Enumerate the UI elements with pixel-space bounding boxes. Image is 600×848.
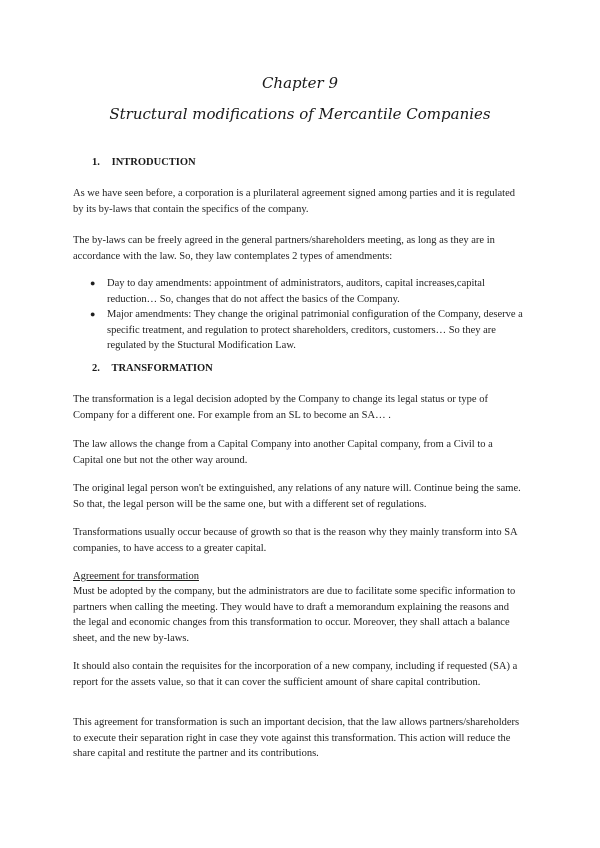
chapter-number: Chapter 9 (261, 74, 339, 92)
intro-paragraph-2: The by-laws can be freely agreed in the general partners/shareholders meeting, as long as they are in accordance with the law. So, they law contemplates 2 types of amendments: (73, 235, 495, 262)
intro-paragraph-1: As we have seen before, a corporation is a plurilateral agreement signed among parties and it is regulated by its by-laws that contain the specifics of the company. (73, 188, 515, 215)
section-number: 1. (92, 157, 100, 168)
bullet-icon: ● (90, 278, 96, 288)
transformation-paragraph-5: Must be adopted by the company, but the administrators are due to facilitate some specific information to partners when calling the meeting. They would have to draft a memorandum explaining the reasons and the legal and economic changes from this transformation to occur. Moreover, they shall attach a balance sheet, and the new by-laws. (73, 586, 516, 644)
transformation-paragraph-6: It should also contain the requisites for the incorporation of a new company, including if requested (SA) a report for the assets value, so that it can cover the sufficient amount of share capital contribution. (73, 661, 518, 688)
list-item (90, 307, 527, 354)
section-heading-transformation (92, 363, 213, 374)
transformation-paragraph-2: The law allows the change from a Capital Company into another Capital company, from a Civil to a Capital one but not the other way around. (73, 439, 493, 466)
transformation-paragraph-3: The original legal person won't be extinguished, any relations of any nature will. Continue being the same. So that, the legal person will be the same one, but with a different set of regulations. (73, 483, 521, 510)
section-title: TRANSFORMATION (111, 363, 213, 374)
subheading-agreement: Agreement for transformation (73, 571, 199, 582)
transformation-paragraph-4: Transformations usually occur because of growth so that is the reason why they mainly transform into SA companies, to have access to a greater capital. (73, 527, 518, 554)
list-item-text: Major amendments: They change the original patrimonial configuration of the Company, deserve a specific treatment, and regulation to protect shareholders, creditors, customers… So they are regulated by the Stuctural Modification Law. (107, 309, 523, 351)
chapter-title: Structural modifications of Mercantile Companies (109, 105, 491, 123)
transformation-paragraph-7: This agreement for transformation is such an important decision, that the law allows partners/shareholders to execute their separation right in case they vote against this transformation. This action will reduce the share capital and restitute the partner and its contributions. (73, 717, 520, 759)
section-number: 2. (92, 363, 100, 374)
list-item-text: Day to day amendments: appointment of administrators, auditors, capital increases,capital reduction… So, changes that do not affect the basics of the Company. (107, 278, 485, 305)
section-heading-introduction (92, 157, 196, 168)
transformation-paragraph-1: The transformation is a legal decision adopted by the Company to change its legal status or type of Company for a different one. For example from an SL to become an SA… . (73, 394, 488, 421)
section-title: INTRODUCTION (111, 157, 196, 168)
bullet-icon: ● (90, 309, 96, 319)
list-item (90, 276, 527, 307)
